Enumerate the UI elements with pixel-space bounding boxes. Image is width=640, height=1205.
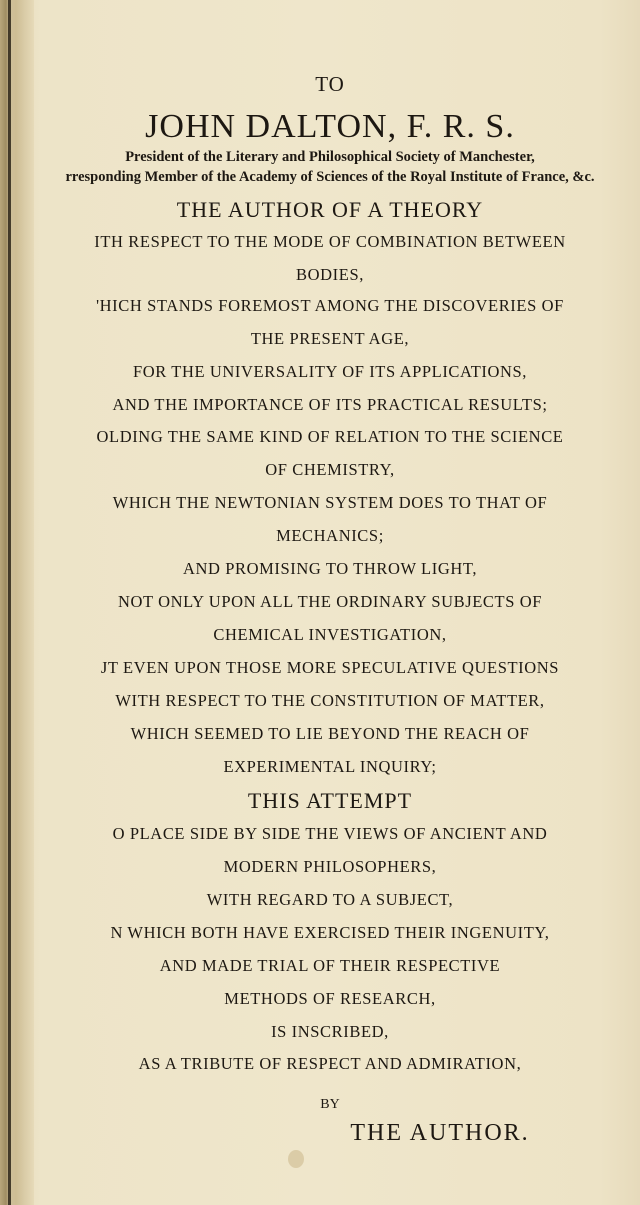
dedication-line: AND PROMISING TO THROW LIGHT,	[182, 559, 478, 578]
dedication-to: TO	[315, 72, 345, 96]
author-signature: THE AUTHOR.	[350, 1120, 530, 1146]
dedication-line-2: O PLACE SIDE BY SIDE THE VIEWS OF ANCIENT AND	[112, 824, 548, 843]
dedication-line: JT EVEN UPON THOSE MORE SPECULATIVE QUESTIONS	[100, 658, 560, 677]
attempt-heading: THIS ATTEMPT	[247, 788, 413, 813]
dedication-line: WHICH THE NEWTONIAN SYSTEM DOES TO THAT OF	[112, 493, 548, 512]
dedication-line: 'HICH STANDS FOREMOST AMONG THE DISCOVERIES OF	[96, 296, 564, 315]
dedication-line-2: WITH REGARD TO A SUBJECT,	[206, 890, 454, 909]
dedication-line-2: MODERN PHILOSOPHERS,	[223, 857, 437, 876]
dedication-line: CHEMICAL INVESTIGATION,	[213, 625, 447, 644]
dedication-line: BODIES,	[296, 265, 364, 284]
dedicatee-title-2: rresponding Member of the Academy of Sciences of the Royal Institute of France, &c.	[65, 169, 595, 185]
dedicatee-title-1: President of the Literary and Philosophical Society of Manchester,	[125, 149, 535, 165]
by-label: BY	[320, 1097, 340, 1112]
dedication-line-2: IS INSCRIBED,	[271, 1022, 389, 1041]
dedication-line-2: AND MADE TRIAL OF THEIR RESPECTIVE	[159, 956, 501, 975]
dedication-line: FOR THE UNIVERSALITY OF ITS APPLICATIONS,	[132, 362, 528, 381]
ink-blot	[288, 1150, 304, 1168]
dedication-line: AND THE IMPORTANCE OF ITS PRACTICAL RESULTS;	[112, 395, 548, 414]
dedication-line-2: METHODS OF RESEARCH,	[224, 989, 436, 1008]
dedication-line: EXPERIMENTAL INQUIRY;	[223, 757, 437, 776]
dedication-line-2: N WHICH BOTH HAVE EXERCISED THEIR INGENUITY,	[110, 923, 550, 942]
dedication-line: THE PRESENT AGE,	[250, 329, 410, 348]
dedication-line-2: AS A TRIBUTE OF RESPECT AND ADMIRATION,	[138, 1054, 522, 1073]
dedication-line: OF CHEMISTRY,	[265, 460, 395, 479]
dedication-line: ITH RESPECT TO THE MODE OF COMBINATION BETWEEN	[94, 232, 566, 251]
dedication-line: WITH RESPECT TO THE CONSTITUTION OF MATTER,	[115, 691, 545, 710]
dedication-heading: THE AUTHOR OF A THEORY	[176, 197, 484, 222]
dedication-line: NOT ONLY UPON ALL THE ORDINARY SUBJECTS OF	[117, 592, 542, 611]
dedication-line: WHICH SEEMED TO LIE BEYOND THE REACH OF	[130, 724, 530, 743]
dedication-line: OLDING THE SAME KIND OF RELATION TO THE SCIENCE	[96, 427, 564, 446]
dedication-line: MECHANICS;	[276, 526, 384, 545]
dedicatee-name: JOHN DALTON, F. R. S.	[145, 108, 515, 145]
